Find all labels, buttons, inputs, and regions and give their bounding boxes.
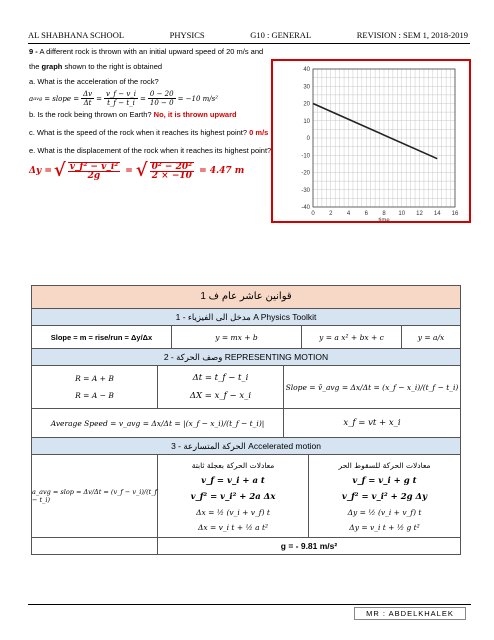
average-speed: Average Speed = v_avg = Δx/Δt = |(x_f − x_i)/(t_f − t_i)| [32,409,284,437]
slope-velocity: Slope = v̄_avg = Δx/Δt = (x_f − x_i)/(t_f − t_i) [285,382,459,392]
page-header [28,30,468,40]
y-tick-label: -30 [301,187,310,194]
const-eq-2: v_f² = v_i² + 2a Δx [190,491,276,502]
x-tick-label: 4 [346,211,351,217]
delta-x: ΔX = x_f − x_i [189,391,252,401]
question-b: b. Is the rock being thrown on Earth? No, it is thrown upward [29,110,237,119]
slope-formula: Slope = m = rise/run = Δy/Δx [32,326,172,348]
motion-row-2 [32,409,460,438]
answer-b: No, it is thrown upward [153,110,237,119]
grade: G10 : GENERAL [250,30,312,40]
question-intro: 9 - A different rock is thrown with an initial upward speed of 20 m/s and [29,47,264,56]
x-tick-label: 8 [382,211,386,217]
velocity-time-chart [273,61,469,221]
motion-row-1 [32,366,460,409]
quadratic-formula: y = a x² + bx + c [302,326,402,348]
school-name: AL SHABHANA SCHOOL [28,30,125,40]
const-eq-3: Δx = ½ (v_i + v_f) t [196,507,270,517]
answer-c: 0 m/s [249,128,269,137]
free-fall-heading: معادلات الحركة للسقوط الحر [338,460,431,470]
author-label: MR : ABDELKHALEK [354,607,466,620]
final-position: x_f = vt + x_i [343,418,401,428]
y-tick-label: -10 [301,153,310,160]
answer-a: a avg = slope = $\frac{\Delta v}{\Delta t}$ = $\frac{v\_f - v\_i}{t\_f - t\_i}$ = $\frac{0 - 20}{10 - 0}$ = −10 m/s² [29,90,219,107]
question-a: a. What is the acceleration of the rock? [29,77,159,86]
const-eq-1: v_f = v_i + a t [201,475,265,486]
y-tick-label: 20 [303,101,310,108]
x-axis-label: time [378,218,390,221]
footer-divider [28,604,471,605]
section-1-title: 1 - مدخل الى الفيزياء A Physics Toolkit [32,309,460,326]
linear-formula: y = mx + b [172,326,302,348]
x-tick-label: 6 [364,211,368,217]
section-3-title: 3 - الحركة المتسارعة Accelerated motion [32,438,460,455]
free-eq-3: Δy = ½ (v_i + v_f) t [347,507,422,517]
x-tick-label: 2 [329,211,333,217]
x-tick-label: 14 [433,211,441,217]
y-tick-label: -40 [301,205,310,211]
x-tick-label: 10 [398,211,406,217]
gravity-constant: g = - 9.81 m/s² [280,541,338,551]
header-divider [28,43,470,44]
x-tick-label: 12 [416,211,423,217]
toolkit-row [32,326,460,349]
avg-acceleration: a_avg = slop = Δv/Δt = (v_f − v_i)/(t_f − t_i) [32,455,158,537]
section-2-title: 2 - وصف الحركة REPRESENTING MOTION [32,349,460,366]
formulas-title: قوانين عاشر عام ف 1 [32,286,460,309]
answer-e: Δy = √ $\frac{\text{v\_f² − v\_i²}}{2g}$ = √ $\frac{\text{0² − 20²}}{2 \times -10}$ = 4.47 m [29,160,245,181]
subject: PHYSICS [169,30,205,40]
revision: REVISION : SEM 1, 2018-2019 [356,30,468,40]
question-c: c. What is the speed of the rock when it reaches its highest point? 0 m/s [29,128,269,137]
accel-row [32,455,460,537]
question-e: e. What is the displacement of the rock when it reaches its highest point? [29,146,272,155]
graph-word: graph [41,62,63,71]
y-tick-label: 30 [303,84,310,91]
graph-frame [271,59,471,223]
x-tick-label: 0 [311,211,315,217]
vector-sum: R = A + B [75,374,114,383]
y-tick-label: 0 [306,136,310,142]
x-tick-label: 16 [451,211,459,217]
const-accel-heading: معادلات الحركة بعجلة ثابتة [191,460,275,470]
free-eq-4: Δy = v_i t + ½ g t² [349,522,420,532]
question-block: 9 - A different rock is thrown with an initial upward speed of 20 m/s and the graph shown to the right is obtained a. What is the acceleration of the rock? a avg = slope = $\frac{\Delta v}{\Delta t}$ = $\frac{v\_f - v\_i}{t\_f - t\_i}$ = $\frac{0 - 20}{10 - 0}$ = −10 m/s² b. Is the rock being thrown on Earth? No, it is thrown upward c. What is the speed of the rock when it reaches its highest point? 0 m/s e. What is the displacement of the rock when it reaches its highest point? Δy = √ $\frac{\text{v\_f² − v\_i²}}{2g}$ = √ $\frac{\text{0² − 20²}}{2 \times -10}$ = 4.47 m [29,47,274,180]
delta-t: Δt = t_f − t_i [192,373,249,383]
y-tick-label: 40 [303,67,310,73]
free-eq-1: v_f = v_i + g t [352,475,417,486]
question-number: 9 - [29,47,38,56]
vector-diff: R = A − B [75,391,114,400]
y-tick-label: -20 [301,170,310,177]
inverse-formula: y = a/x [417,332,445,342]
free-eq-2: v_f² = v_i² + 2g Δy [341,491,428,502]
formulas-table [31,285,461,555]
const-eq-4: Δx = v_i t + ½ a t² [197,522,269,532]
y-tick-label: 10 [303,118,310,125]
